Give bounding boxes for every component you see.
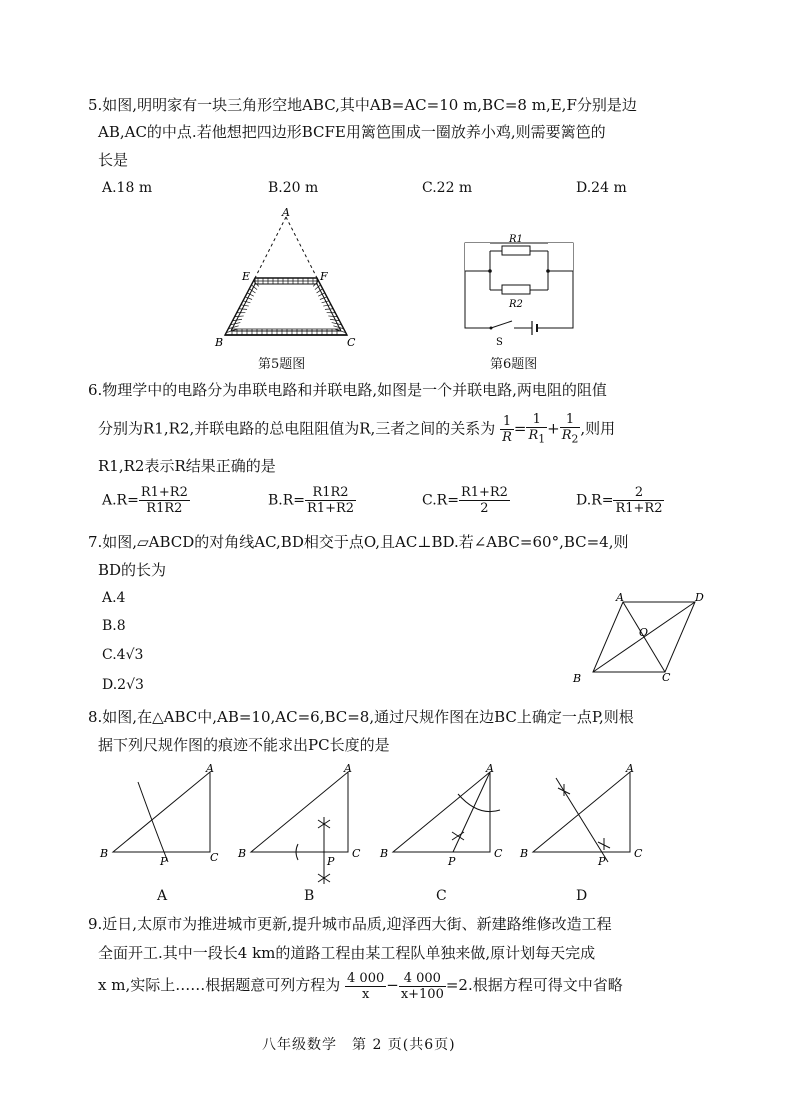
- q8b-label-p: P: [327, 855, 335, 868]
- q8-line-1: 8.如图,在△ABC中,AB=10,AC=6,BC=8,通过尺规作图在边BC上确定一点P,则根: [88, 708, 634, 726]
- q6-option-c-prefix: C.R=: [422, 492, 459, 509]
- q5-fence: [225, 278, 347, 335]
- q8a-label-a: A: [206, 762, 214, 775]
- q6-line-2: 分别为R1,R2,并联电路的总电阻阻值为R,三者之间的关系为 $\frac{1}{R}$ = $\frac{1}{R_1}$ + $\frac{1}{R_2}$ ,则用: [98, 412, 616, 446]
- q6-option-b-prefix: B.R=: [268, 492, 306, 509]
- q7-option-a: A.4: [102, 590, 126, 606]
- q6-circuit-figure: [460, 228, 580, 348]
- q8c-label-a: A: [486, 762, 494, 775]
- q5-option-b: B.20 m: [268, 180, 319, 196]
- label-r1: R1: [509, 234, 523, 245]
- q8a-label-b: B: [100, 847, 109, 860]
- q5-label-f: F: [320, 270, 328, 283]
- q8-figure-d: [518, 762, 648, 872]
- q7-label-o: O: [639, 626, 649, 639]
- q6-option-b: [268, 485, 356, 516]
- q8a-label-p: P: [160, 855, 168, 868]
- q8-figure-b: [236, 762, 366, 887]
- q8c-label-c: C: [494, 847, 503, 860]
- q6-formula-1-over-r2: $\frac{1}{R_2}$: [561, 412, 579, 446]
- q6-option-d-num: 2: [613, 485, 664, 501]
- resistor-r2: [502, 285, 530, 294]
- q8b-label-a: A: [344, 762, 352, 775]
- q7-label-d: D: [695, 592, 704, 604]
- q9-frac-2-num: 4 000: [399, 971, 446, 987]
- q7-line-1: 7.如图,▱ABCD的对角线AC,BD相交于点O,且AC⊥BD.若∠ABC=60°,BC=4,则: [88, 533, 629, 551]
- q5-label-c: C: [347, 336, 356, 349]
- q8-figure-c-label: C: [436, 888, 447, 904]
- q8a-label-c: C: [210, 851, 219, 864]
- q8c-label-p: P: [448, 855, 456, 868]
- q6-option-b-num: R1R2: [305, 485, 356, 501]
- q8-figure-d-label: D: [576, 888, 588, 904]
- q6-option-d-den: R1+R2: [615, 501, 663, 516]
- q7-line-2: BD的长为: [98, 561, 167, 579]
- q9-frac-1-num: 4 000: [347, 970, 385, 986]
- q8d-label-a: A: [626, 762, 634, 775]
- q5-figure: [210, 205, 370, 350]
- q6-formula-tail: ,则用: [580, 419, 616, 438]
- q8d-label-b: B: [520, 847, 529, 860]
- q5-line-1: 5.如图,明明家有一块三角形空地ABC,其中AB=AC=10 m,BC=8 m,E,F分别是边: [88, 96, 637, 114]
- q6-line-1: 6.物理学中的电路分为串联电路和并联电路,如图是一个并联电路,两电阻的阻值: [88, 381, 607, 399]
- q8-figure-a-label: A: [157, 888, 168, 904]
- q6-option-c-num: R1+R2: [460, 485, 508, 500]
- q6-option-a-num: R1+R2: [140, 485, 188, 500]
- q8c-label-b: B: [380, 847, 389, 860]
- q7-option-d: D.2√3: [102, 677, 144, 693]
- q8b-label-c: C: [352, 847, 361, 860]
- q6-formula-1-over-r1: $\frac{1}{R_1}$: [528, 412, 546, 446]
- q8-figure-c: [378, 762, 508, 872]
- q8-line-2: 据下列尺规作图的痕迹不能求出PC长度的是: [98, 736, 390, 754]
- q7-option-b: B.8: [102, 618, 126, 634]
- page-footer: 八年级数学 第 2 页(共6页): [262, 1037, 456, 1053]
- q5-line-2: AB,AC的中点.若他想把四边形BCFE用篱笆围成一圈放养小鸡,则需要篱笆的: [98, 123, 606, 141]
- q5-label-b: B: [215, 336, 224, 349]
- q6-option-a-prefix: A.R=: [102, 492, 139, 509]
- q9-line-3-tail: =2.根据方程可得文中省略: [445, 976, 623, 994]
- q9-line-3-text: x m,实际上……根据题意可列方程为: [98, 976, 341, 994]
- q8b-label-b: B: [238, 847, 247, 860]
- q5-option-d: D.24 m: [576, 180, 627, 196]
- q5-label-e: E: [242, 270, 251, 283]
- q6-line-2-text: 分别为R1,R2,并联电路的总电阻阻值为R,三者之间的关系为: [98, 419, 496, 438]
- q6-caption: 第6题图: [490, 357, 538, 372]
- q6-option-d: [576, 485, 664, 516]
- q6-line-3: R1,R2表示R结果正确的是: [98, 457, 276, 475]
- q6-formula-1-over-r: $\frac{1}{R}$: [502, 413, 512, 445]
- q7-label-c: C: [662, 671, 671, 684]
- q8d-label-c: C: [634, 847, 643, 860]
- q6-option-b-den: R1+R2: [307, 501, 355, 516]
- q5-label-a: A: [282, 206, 290, 219]
- q8d-label-p: P: [598, 855, 606, 868]
- q6-option-c-den: 2: [480, 501, 489, 516]
- q7-option-c: C.4√3: [102, 647, 144, 663]
- q7-label-b: B: [573, 672, 582, 685]
- q6-option-a: [102, 485, 190, 516]
- q9-frac-2-den: x+100: [400, 986, 444, 1002]
- q9-frac-1-den: x: [361, 986, 370, 1002]
- q7-label-a: A: [616, 592, 624, 604]
- q5-dashed-af: [286, 217, 317, 278]
- q7-parallelogram-figure: [565, 592, 715, 687]
- q6-option-c: [422, 485, 510, 516]
- q5-option-a: A.18 m: [102, 180, 153, 196]
- q8-figure-a: [98, 762, 228, 872]
- q5-option-c: C.22 m: [422, 180, 473, 196]
- q8-figure-b-label: B: [304, 888, 315, 904]
- q9-line-1: 9.近日,太原市为推进城市更新,提升城市品质,迎泽西大街、新建路维修改造工程: [88, 915, 612, 933]
- q6-option-d-prefix: D.R=: [576, 492, 614, 509]
- q6-option-a-den: R1R2: [146, 501, 183, 516]
- q5-dashed-ae: [255, 217, 286, 278]
- q5-line-3: 长是: [98, 151, 129, 169]
- q9-line-3: x m,实际上……根据题意可列方程为 $\frac{4 000}{x}$ − $\frac{4 000}{x+100}$ =2.根据方程可得文中省略: [98, 970, 623, 1002]
- resistor-r1: [502, 246, 530, 255]
- q5-caption: 第5题图: [258, 357, 306, 372]
- q9-line-2: 全面开工.其中一段长4 km的道路工程由某工程队单独来做,原计划每天完成: [98, 944, 596, 962]
- label-s: S: [496, 337, 503, 348]
- label-r2: R2: [509, 299, 523, 310]
